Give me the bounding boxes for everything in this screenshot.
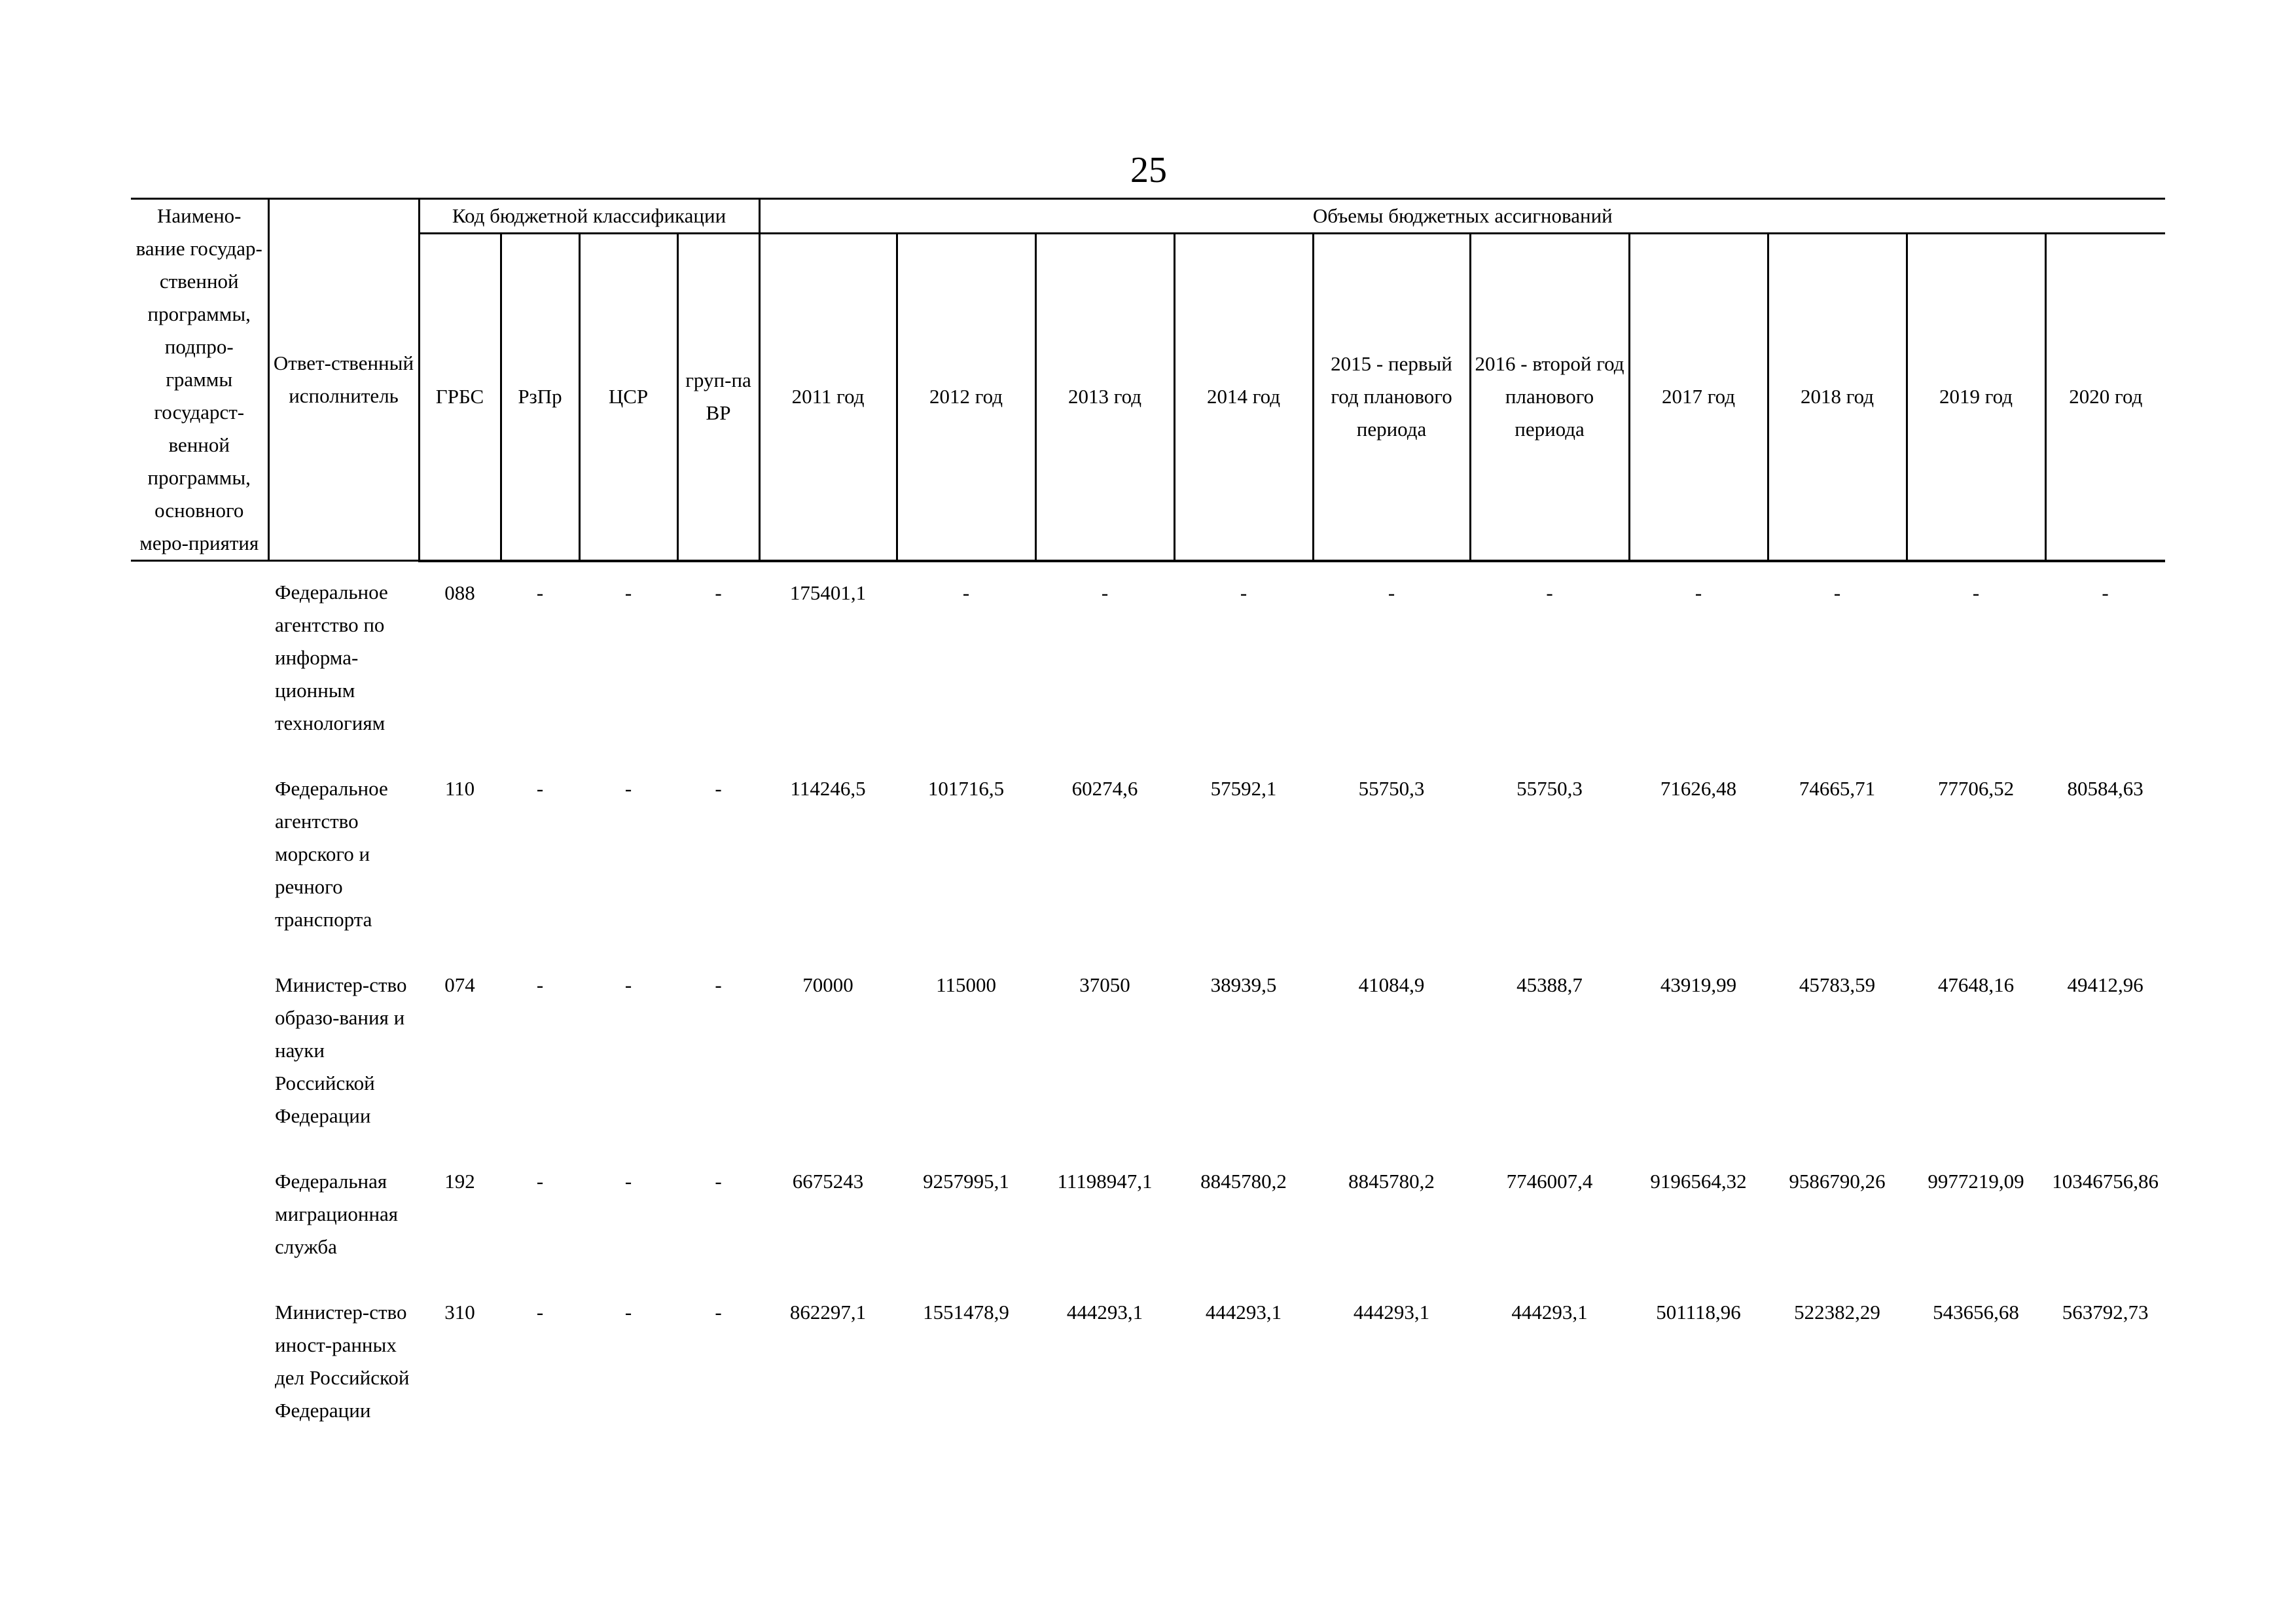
cell-value-2017: 501118,96 bbox=[1656, 1301, 1741, 1324]
page-number: 25 bbox=[1130, 150, 1167, 190]
cell-value-2018: 9586790,26 bbox=[1789, 1170, 1886, 1193]
header-year-2014: 2014 год bbox=[1174, 234, 1313, 561]
header-executor: Ответ-ственный исполнитель bbox=[268, 199, 419, 561]
cell-value-2016: 55750,3 bbox=[1516, 777, 1583, 800]
cell-value-2012: 101716,5 bbox=[927, 777, 1005, 800]
header-year-2020: 2020 год bbox=[2045, 234, 2165, 561]
cell-value-2015: - bbox=[1388, 581, 1395, 604]
cell-value-2012: 9257995,1 bbox=[923, 1170, 1009, 1193]
cell-value-2017: - bbox=[1695, 581, 1702, 604]
header-budget-code-group: Код бюджетной классификации bbox=[419, 199, 759, 234]
header-year-2019: 2019 год bbox=[1907, 234, 2045, 561]
cell-value-2014: 57592,1 bbox=[1210, 777, 1277, 800]
cell-value-2018: 45783,59 bbox=[1799, 973, 1876, 996]
header-program-name: Наимено-вание государ-ственной программы, подпро-граммы государст-венной программы, основного меро-приятия bbox=[131, 199, 268, 561]
cell-rzpr: - bbox=[536, 581, 544, 604]
cell-value-2014: 38939,5 bbox=[1210, 973, 1277, 996]
cell-value-2019: 47648,16 bbox=[1937, 973, 2015, 996]
cell-value-2013: 37050 bbox=[1079, 973, 1130, 996]
header-year-2013: 2013 год bbox=[1035, 234, 1174, 561]
cell-value-2016: - bbox=[1546, 581, 1553, 604]
cell-csr: - bbox=[624, 1301, 632, 1324]
cell-value-2013: 444293,1 bbox=[1066, 1301, 1143, 1324]
header-year-2016: 2016 - второй год планового периода bbox=[1470, 234, 1629, 561]
table-row bbox=[131, 1282, 2165, 1445]
cell-value-2013: 60274,6 bbox=[1071, 777, 1138, 800]
cell-value-2020: - bbox=[2102, 581, 2109, 604]
cell-value-2013: - bbox=[1101, 581, 1109, 604]
table-row bbox=[131, 954, 2165, 1151]
cell-program-name bbox=[131, 561, 268, 759]
header-csr: ЦСР bbox=[579, 234, 677, 561]
table-row bbox=[131, 561, 2165, 759]
cell-grbs: 110 bbox=[444, 777, 475, 800]
cell-value-2018: 522382,29 bbox=[1794, 1301, 1880, 1324]
cell-value-2012: - bbox=[962, 581, 970, 604]
cell-value-2011: 6675243 bbox=[792, 1170, 864, 1193]
cell-value-2020: 10346756,86 bbox=[2052, 1170, 2159, 1193]
cell-value-2019: 543656,68 bbox=[1933, 1301, 2019, 1324]
table-row bbox=[131, 1151, 2165, 1282]
cell-rzpr: - bbox=[536, 1170, 544, 1193]
cell-value-2012: 115000 bbox=[936, 973, 996, 996]
cell-value-2011: 175401,1 bbox=[789, 581, 867, 604]
cell-value-2014: - bbox=[1240, 581, 1247, 604]
cell-value-2011: 862297,1 bbox=[789, 1301, 867, 1324]
header-year-2015: 2015 - первый год планового периода bbox=[1313, 234, 1470, 561]
cell-rzpr: - bbox=[536, 1301, 544, 1324]
cell-value-2016: 45388,7 bbox=[1516, 973, 1583, 996]
cell-value-2014: 444293,1 bbox=[1205, 1301, 1282, 1324]
header-year-2017: 2017 год bbox=[1629, 234, 1768, 561]
cell-executor: Министер-ство образо-вания и науки Российской Федерации bbox=[275, 973, 407, 1127]
cell-value-2020: 49412,96 bbox=[2067, 973, 2144, 996]
header-year-2018: 2018 год bbox=[1768, 234, 1907, 561]
cell-vr: - bbox=[715, 581, 722, 604]
cell-grbs: 310 bbox=[444, 1301, 475, 1324]
cell-vr: - bbox=[715, 1170, 722, 1193]
header-budget-volume-group: Объемы бюджетных ассигнований bbox=[759, 199, 2165, 234]
header-row-columns bbox=[131, 234, 2165, 561]
table-body bbox=[131, 561, 2165, 1446]
cell-csr: - bbox=[624, 1170, 632, 1193]
cell-value-2012: 1551478,9 bbox=[923, 1301, 1009, 1324]
cell-value-2020: 80584,63 bbox=[2067, 777, 2144, 800]
cell-value-2019: 9977219,09 bbox=[1928, 1170, 2024, 1193]
cell-value-2015: 55750,3 bbox=[1358, 777, 1425, 800]
cell-value-2018: - bbox=[1833, 581, 1841, 604]
cell-value-2016: 7746007,4 bbox=[1506, 1170, 1593, 1193]
cell-executor: Федеральная миграционная служба bbox=[275, 1170, 399, 1258]
cell-grbs: 074 bbox=[444, 973, 475, 996]
cell-value-2015: 8845780,2 bbox=[1348, 1170, 1435, 1193]
cell-value-2020: 563792,73 bbox=[2062, 1301, 2149, 1324]
header-year-2011: 2011 год bbox=[759, 234, 897, 561]
cell-value-2013: 11198947,1 bbox=[1057, 1170, 1153, 1193]
cell-csr: - bbox=[624, 973, 632, 996]
cell-value-2019: - bbox=[1972, 581, 1980, 604]
cell-value-2011: 70000 bbox=[802, 973, 853, 996]
cell-value-2017: 9196564,32 bbox=[1650, 1170, 1747, 1193]
header-row-groups bbox=[131, 199, 2165, 234]
cell-value-2017: 43919,99 bbox=[1660, 973, 1737, 996]
header-vr: груп-па ВР bbox=[677, 234, 759, 561]
cell-program-name bbox=[131, 1282, 268, 1445]
budget-allocation-table bbox=[131, 198, 2165, 1445]
table-row bbox=[131, 758, 2165, 954]
cell-csr: - bbox=[624, 777, 632, 800]
header-year-2012: 2012 год bbox=[897, 234, 1035, 561]
header-rzpr: РзПр bbox=[501, 234, 579, 561]
cell-rzpr: - bbox=[536, 777, 544, 800]
cell-value-2016: 444293,1 bbox=[1511, 1301, 1588, 1324]
cell-value-2011: 114246,5 bbox=[790, 777, 866, 800]
cell-executor: Министер-ство иност-ранных дел Российской Федерации bbox=[275, 1301, 410, 1422]
cell-vr: - bbox=[715, 973, 722, 996]
cell-vr: - bbox=[715, 1301, 722, 1324]
cell-csr: - bbox=[624, 581, 632, 604]
cell-vr: - bbox=[715, 777, 722, 800]
cell-value-2017: 71626,48 bbox=[1660, 777, 1737, 800]
cell-value-2019: 77706,52 bbox=[1937, 777, 2015, 800]
cell-executor: Федеральное агентство морского и речного транспорта bbox=[275, 777, 388, 931]
cell-value-2015: 41084,9 bbox=[1358, 973, 1425, 996]
cell-value-2014: 8845780,2 bbox=[1200, 1170, 1287, 1193]
header-grbs: ГРБС bbox=[419, 234, 501, 561]
cell-executor: Федеральное агентство по информа-ционным технологиям bbox=[275, 581, 388, 734]
cell-grbs: 088 bbox=[444, 581, 475, 604]
cell-rzpr: - bbox=[536, 973, 544, 996]
cell-program-name bbox=[131, 758, 268, 954]
cell-program-name bbox=[131, 1151, 268, 1282]
cell-grbs: 192 bbox=[444, 1170, 475, 1193]
cell-value-2018: 74665,71 bbox=[1799, 777, 1876, 800]
cell-program-name bbox=[131, 954, 268, 1151]
cell-value-2015: 444293,1 bbox=[1353, 1301, 1430, 1324]
